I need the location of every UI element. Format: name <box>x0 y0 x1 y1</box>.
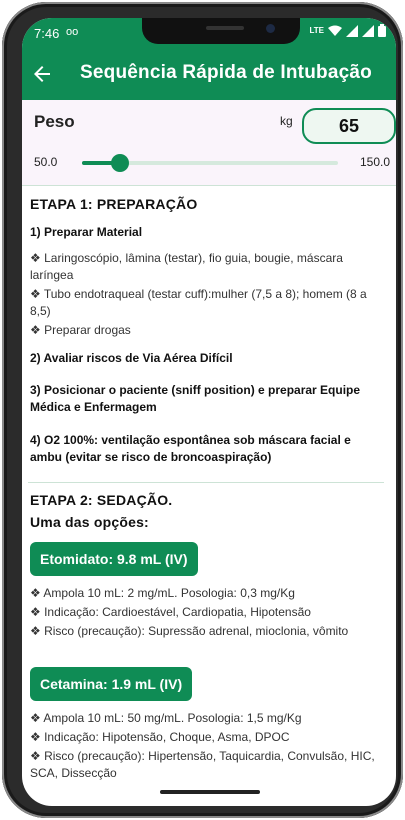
weight-input[interactable]: 65 <box>302 108 396 144</box>
back-arrow-icon[interactable] <box>30 62 54 86</box>
status-bar <box>22 18 396 48</box>
weight-panel <box>22 100 396 186</box>
etomidato-bullet: ❖ Risco (precaução): Supressão adrenal, mioclonia, vômito <box>30 624 349 638</box>
cetamina-bullet: ❖ Indicação: Hipotensão, Choque, Asma, DPOC <box>30 730 290 744</box>
phone-frame <box>2 2 403 818</box>
camera <box>266 24 275 33</box>
slider-max-label: 150.0 <box>360 155 391 169</box>
slider-thumb[interactable] <box>111 154 129 172</box>
etapa1-step3: 3) Posicionar o paciente (sniff position) e preparar Equipe Médica e Enfermagem <box>30 383 361 414</box>
etomidato-button[interactable]: Etomidato: 9.8 mL (IV) <box>30 542 198 576</box>
slider-min-label: 50.0 <box>34 155 58 169</box>
lte-label: LTE <box>309 26 324 35</box>
speaker <box>206 26 244 30</box>
divider <box>28 482 384 483</box>
signal-icon-2 <box>362 25 374 37</box>
etapa1-title: ETAPA 1: PREPARAÇÃO <box>30 196 198 212</box>
etomidato-bullet: ❖ Ampola 10 mL: 2 mg/mL. Posologia: 0,3 mg/Kg <box>30 586 295 600</box>
home-indicator[interactable] <box>160 790 260 794</box>
cetamina-bullet: ❖ Ampola 10 mL: 50 mg/mL. Posologia: 1,5 mg/Kg <box>30 711 302 725</box>
app-bar <box>22 48 396 100</box>
etapa1-bullet: ❖ Preparar drogas <box>30 323 131 337</box>
page-title: Sequência Rápida de Intubação <box>80 62 372 83</box>
status-icons <box>309 24 386 37</box>
screen <box>22 18 396 806</box>
battery-icon <box>378 24 386 37</box>
etapa2-subtitle: Uma das opções: <box>30 514 149 530</box>
etapa1-bullet: ❖ Laringoscópio, lâmina (testar), fio guia, bougie, máscara laríngea <box>30 251 343 282</box>
status-time: 7:46 <box>34 26 60 41</box>
etapa1-step1: 1) Preparar Material <box>30 225 143 239</box>
weight-slider[interactable] <box>82 161 338 165</box>
wifi-icon <box>328 25 342 37</box>
cetamina-button[interactable]: Cetamina: 1.9 mL (IV) <box>30 667 192 701</box>
voicemail-icon: oo <box>66 26 79 38</box>
signal-icon <box>346 25 358 37</box>
weight-unit: kg <box>280 114 293 128</box>
etapa1-step4: 4) O2 100%: ventilação espontânea sob máscara facial e ambu (evitar se risco de broncoaspiração) <box>30 433 351 464</box>
weight-label: Peso <box>34 112 75 131</box>
notch <box>142 18 300 44</box>
etapa2-title: ETAPA 2: SEDAÇÃO. <box>30 492 173 508</box>
divider <box>22 185 396 186</box>
etapa1-step2: 2) Avaliar riscos de Via Aérea Difícil <box>30 351 233 365</box>
etomidato-bullet: ❖ Indicação: Cardioestável, Cardiopatia, Hipotensão <box>30 605 311 619</box>
etapa1-bullet: ❖ Tubo endotraqueal (testar cuff):mulher (7,5 a 8); homem (8 a 8,5) <box>30 287 367 318</box>
cetamina-bullet: ❖ Risco (precaução): Hipertensão, Taquicardia, Convulsão, HIC, SCA, Dissecção <box>30 749 375 780</box>
